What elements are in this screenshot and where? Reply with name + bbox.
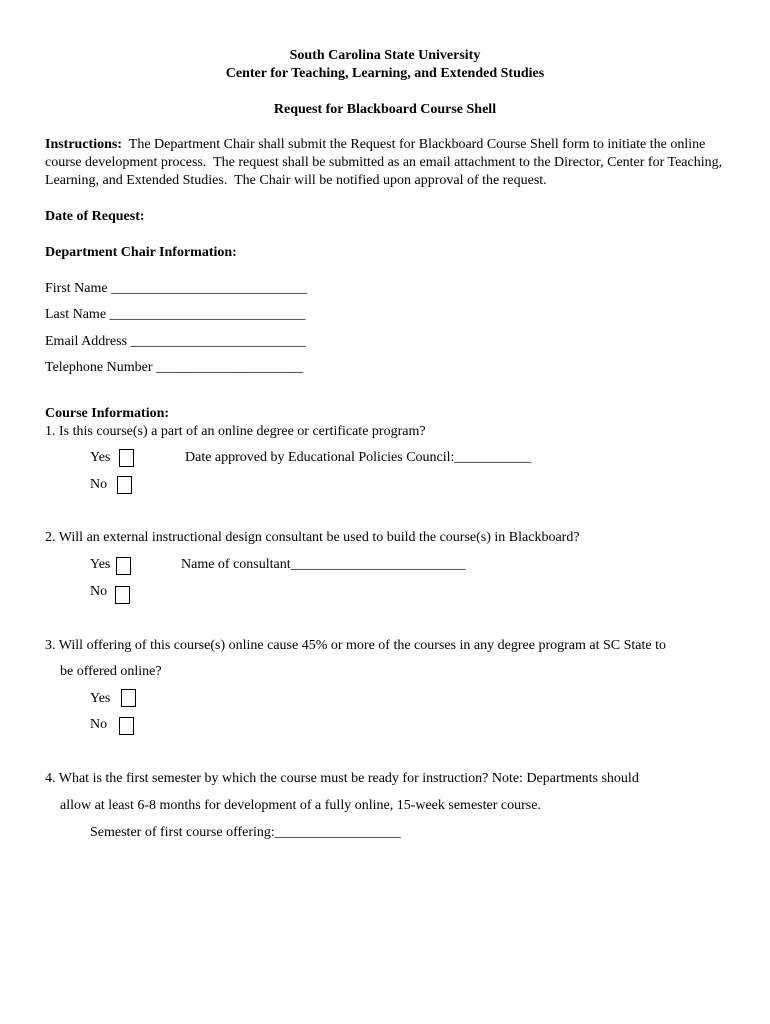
q3-yes-label: Yes (90, 691, 111, 706)
q1-yes-label: Yes (90, 450, 111, 465)
q1-date-approved-field[interactable]: Date approved by Educational Policies Council:___________ (185, 450, 532, 465)
question-3-line-2: be offered online? (60, 664, 162, 679)
q3-no-label: No (90, 717, 108, 732)
instructions-text: The Department Chair shall submit the Request for Blackboard Course Shell form to initiate the online course development process. The request shall be submitted as an email attachment to the Director, Center for Teaching, Learning, and Extended Studies. The Chair will be notified upon approval of the request. (45, 137, 726, 188)
last-name-field[interactable]: Last Name ____________________________ (45, 307, 306, 322)
first-name-field[interactable]: First Name ____________________________ (45, 281, 308, 296)
telephone-number-field[interactable]: Telephone Number _____________________ (45, 360, 303, 375)
q2-yes-checkbox[interactable] (116, 557, 131, 575)
question-3-line-1: 3. Will offering of this course(s) online cause 45% or more of the courses in any degree program at SC State to (45, 638, 666, 653)
question-2: 2. Will an external instructional design consultant be used to build the course(s) in Blackboard? (45, 530, 580, 545)
question-4-line-2: allow at least 6-8 months for development of a fully online, 15-week semester course. (60, 798, 541, 813)
date-of-request-label: Date of Request: (45, 209, 145, 224)
form-title: Request for Blackboard Course Shell (273, 102, 497, 117)
center-name: Center for Teaching, Learning, and Extended Studies (225, 66, 545, 81)
instructions-paragraph (45, 136, 735, 190)
q1-yes-checkbox[interactable] (119, 449, 134, 467)
q2-consultant-name-field[interactable]: Name of consultant_________________________ (181, 557, 466, 572)
university-name: South Carolina State University (289, 48, 481, 63)
q3-yes-checkbox[interactable] (121, 689, 136, 707)
q1-no-checkbox[interactable] (117, 476, 132, 494)
question-1: 1. Is this course(s) a part of an online degree or certificate program? (45, 424, 426, 439)
q2-no-label: No (90, 584, 108, 599)
q3-no-checkbox[interactable] (119, 717, 134, 735)
q2-yes-label: Yes (90, 557, 111, 572)
chair-info-heading: Department Chair Information: (45, 245, 237, 260)
email-address-field[interactable]: Email Address _________________________ (45, 334, 306, 349)
instructions-label: Instructions: (45, 137, 123, 152)
q4-semester-field[interactable]: Semester of first course offering:__________________ (90, 825, 401, 840)
question-4-line-1: 4. What is the first semester by which the course must be ready for instruction? Note: Departments should (45, 771, 639, 786)
q2-no-checkbox[interactable] (115, 586, 130, 604)
q1-no-label: No (90, 477, 108, 492)
course-info-heading: Course Information: (45, 406, 170, 421)
